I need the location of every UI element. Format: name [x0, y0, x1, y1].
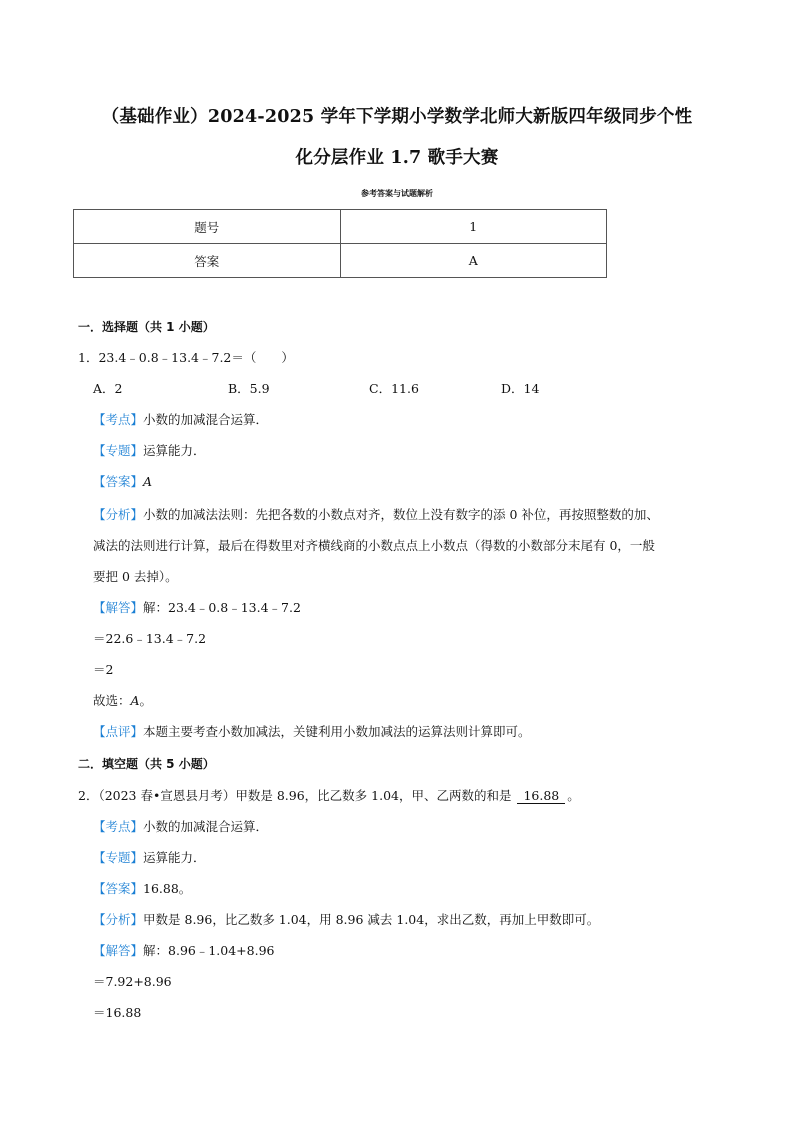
q1-jieda-line3: ＝2	[93, 662, 114, 677]
q2-fenxi	[93, 912, 599, 928]
table-cell: 答案	[74, 244, 341, 278]
title-line-2: 化分层作业 1.7 歌手大赛	[295, 148, 499, 168]
table-row	[74, 210, 607, 244]
q1-dianping	[93, 724, 531, 740]
q1-fenxi	[93, 507, 659, 523]
q2-kaodian	[93, 819, 268, 835]
q2-jieda-line3: ＝16.88	[93, 1005, 142, 1020]
q1-fenxi-line1: 小数的加减法法则：先把各数的小数点对齐，数位上没有数字的添 0 补位，再按照整数的加、	[143, 507, 659, 522]
label-jieda: 【解答】	[93, 600, 144, 615]
q1-jieda	[93, 600, 301, 616]
q1-choice-letter: A	[130, 693, 140, 708]
section-heading-choice: 一．选择题（共 1 小题）	[78, 320, 215, 334]
q1-answer-text: A	[143, 474, 153, 489]
q1-choice-prefix: 故选：	[93, 693, 131, 708]
question-1-stem: 1．23.4﹣0.8﹣13.4﹣7.2＝（ ）	[78, 350, 294, 365]
q2-fenxi-text: 甲数是 8.96，比乙数多 1.04，用 8.96 减去 1.04，求出乙数，再加上甲数即可。	[143, 912, 600, 927]
option-a: A．2	[93, 381, 123, 396]
label-zhuanti: 【专题】	[93, 443, 144, 458]
label-fenxi: 【分析】	[93, 507, 144, 522]
q1-zhuanti-text: 运算能力．	[143, 443, 206, 458]
q2-answer-blank: 16.88	[517, 789, 565, 804]
table-cell: A	[340, 244, 607, 278]
subtitle: 参考答案与试题解析	[361, 189, 433, 198]
q1-jieda-line2: ＝22.6﹣13.4﹣7.2	[93, 631, 207, 646]
label-answer: 【答案】	[93, 881, 144, 896]
q2-answer-text: 16.88。	[143, 881, 192, 896]
table-cell: 题号	[74, 210, 341, 244]
q2-zhuanti	[93, 850, 206, 866]
q1-fenxi-line3: 要把 0 去掉）。	[93, 569, 178, 584]
q2-jieda-line1: 解：8.96﹣1.04+8.96	[143, 943, 275, 958]
label-kaodian: 【考点】	[93, 819, 144, 834]
q2-kaodian-text: 小数的加减混合运算．	[143, 819, 269, 834]
answer-table	[73, 209, 607, 278]
table-cell: 1	[340, 210, 607, 244]
option-c: C．11.6	[369, 381, 419, 396]
q1-fenxi-line2: 减法的法则进行计算，最后在得数里对齐横线商的小数点点上小数点（得数的小数部分末尾有 0，一般	[93, 538, 655, 553]
option-d: D．14	[501, 381, 540, 396]
label-jieda: 【解答】	[93, 943, 144, 958]
q1-jieda-line4	[93, 693, 152, 709]
q1-jieda-line1: 解：23.4﹣0.8﹣13.4﹣7.2	[143, 600, 301, 615]
q2-zhuanti-text: 运算能力．	[143, 850, 206, 865]
q1-zhuanti	[93, 443, 206, 459]
q2-stem-end: 。	[567, 788, 580, 803]
question-2-stem	[78, 788, 580, 804]
q2-stem-text: 2．（2023 春•宣恩县月考）甲数是 8.96，比乙数多 1.04，甲、乙两数的和是	[78, 788, 516, 803]
label-kaodian: 【考点】	[93, 412, 144, 427]
label-answer: 【答案】	[93, 474, 144, 489]
label-zhuanti: 【专题】	[93, 850, 144, 865]
q1-dianping-text: 本题主要考查小数加减法，关键利用小数加减法的运算法则计算即可。	[143, 724, 531, 739]
q1-answer	[93, 474, 152, 490]
q1-choice-suffix: 。	[139, 693, 153, 708]
table-row	[74, 244, 607, 278]
q2-jieda-line2: ＝7.92+8.96	[93, 974, 172, 989]
q2-answer	[93, 881, 191, 897]
label-dianping: 【点评】	[93, 724, 144, 739]
q1-kaodian-text: 小数的加减混合运算．	[143, 412, 269, 427]
q2-jieda	[93, 943, 275, 959]
label-fenxi: 【分析】	[93, 912, 144, 927]
section-heading-fill: 二．填空题（共 5 小题）	[78, 757, 215, 771]
option-b: B．5.9	[228, 381, 270, 396]
title-line-1: （基础作业）2024-2025 学年下学期小学数学北师大新版四年级同步个性	[101, 107, 693, 127]
q1-kaodian	[93, 412, 268, 428]
